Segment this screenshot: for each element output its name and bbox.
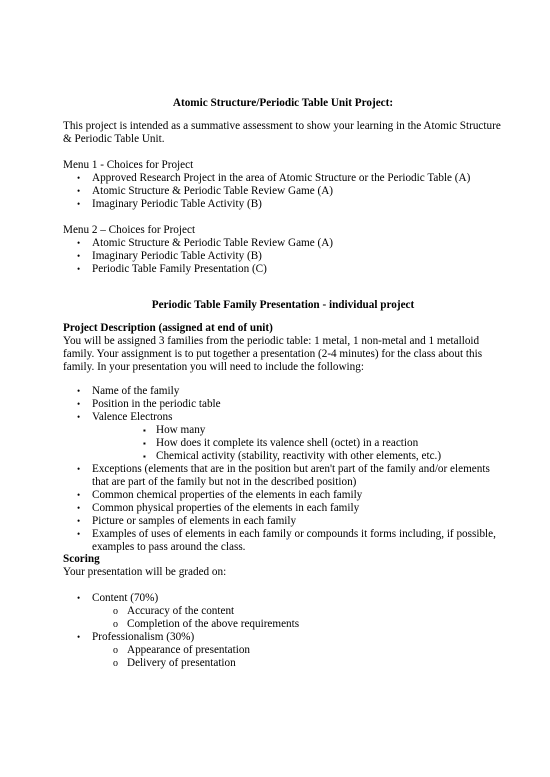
bullet-icon: •: [77, 516, 81, 526]
description-paragraph: You will be assigned 3 families from the periodic table: 1 metal, 1 non-metal and 1 metalloid family. Your assignment is to put together a presentation (2-4 minutes) for the class about this family. In your presentation you will need to include the following:: [63, 335, 483, 373]
list-item: • Exceptions (elements that are in the position but aren't part of the family and/or elements that are part of the family but not in the described position): [77, 463, 490, 488]
list-item: • Valence Electrons: [77, 411, 173, 423]
list-item: • Imaginary Periodic Table Activity (B): [77, 198, 262, 210]
circle-bullet-icon: o: [113, 619, 118, 630]
list-item: o Accuracy of the content: [113, 605, 235, 617]
bullet-icon: •: [77, 186, 81, 196]
scoring-heading: Scoring: [63, 553, 100, 565]
scoring-list: [63, 592, 503, 670]
list-item: • Approved Research Project in the area of Atomic Structure or the Periodic Table (A): [77, 172, 471, 184]
list-item: • Name of the family: [77, 385, 180, 397]
menu1-list: [63, 172, 503, 211]
bullet-icon: •: [77, 264, 81, 274]
bullet-icon: •: [77, 251, 81, 261]
list-item: • Atomic Structure & Periodic Table Review Game (A): [77, 185, 334, 197]
section-title: Periodic Table Family Presentation - individual project: [151, 299, 415, 311]
list-item: • Professionalism (30%): [77, 631, 195, 643]
bullet-icon: •: [77, 173, 81, 183]
bullet-icon: •: [77, 529, 81, 539]
circle-bullet-icon: o: [113, 645, 118, 656]
bullet-icon: •: [77, 632, 81, 642]
description-heading: Project Description (assigned at end of unit): [63, 322, 273, 334]
requirements-list: [63, 385, 503, 554]
bullet-icon: •: [77, 464, 81, 474]
list-item: o Appearance of presentation: [113, 644, 251, 656]
bullet-icon: •: [77, 399, 81, 409]
list-item: ▪ Chemical activity (stability, reactivity with other elements, etc.): [143, 450, 442, 462]
bullet-icon: •: [77, 199, 81, 209]
list-item: • Atomic Structure & Periodic Table Review Game (A): [77, 237, 334, 249]
square-bullet-icon: ▪: [143, 452, 146, 461]
bullet-icon: •: [77, 503, 81, 513]
list-item: • Common physical properties of the elements in each family: [77, 502, 360, 514]
list-item: • Position in the periodic table: [77, 398, 221, 410]
bullet-icon: •: [77, 490, 81, 500]
bullet-icon: •: [77, 238, 81, 248]
list-item: • Content (70%): [77, 592, 159, 604]
list-item: • Picture or samples of elements in each family: [77, 515, 297, 527]
list-item: • Imaginary Periodic Table Activity (B): [77, 250, 262, 262]
bullet-icon: •: [77, 386, 81, 396]
list-item: • Periodic Table Family Presentation (C): [77, 263, 267, 275]
menu2-heading: Menu 2 – Choices for Project: [63, 224, 196, 236]
square-bullet-icon: ▪: [143, 426, 146, 435]
list-item: ▪ How does it complete its valence shell (octet) in a reaction: [143, 437, 419, 449]
list-item: o Delivery of presentation: [113, 657, 236, 669]
list-item: • Examples of uses of elements in each family or compounds it forms including, if possible, examples to pass around the class.: [77, 528, 496, 553]
intro-paragraph: This project is intended as a summative assessment to show your learning in the Atomic Structure & Periodic Table Unit.: [63, 120, 501, 145]
list-item: • Common chemical properties of the elements in each family: [77, 489, 363, 501]
menu2-list: [63, 237, 503, 276]
bullet-icon: •: [77, 412, 81, 422]
circle-bullet-icon: o: [113, 658, 118, 669]
bullet-icon: •: [77, 593, 81, 603]
menu1-heading: Menu 1 - Choices for Project: [63, 159, 194, 171]
square-bullet-icon: ▪: [143, 439, 146, 448]
scoring-intro: Your presentation will be graded on:: [63, 566, 227, 578]
circle-bullet-icon: o: [113, 606, 118, 617]
document-title: Atomic Structure/Periodic Table Unit Project:: [172, 97, 394, 109]
list-item: ▪ How many: [143, 424, 206, 436]
list-item: o Completion of the above requirements: [113, 618, 300, 630]
